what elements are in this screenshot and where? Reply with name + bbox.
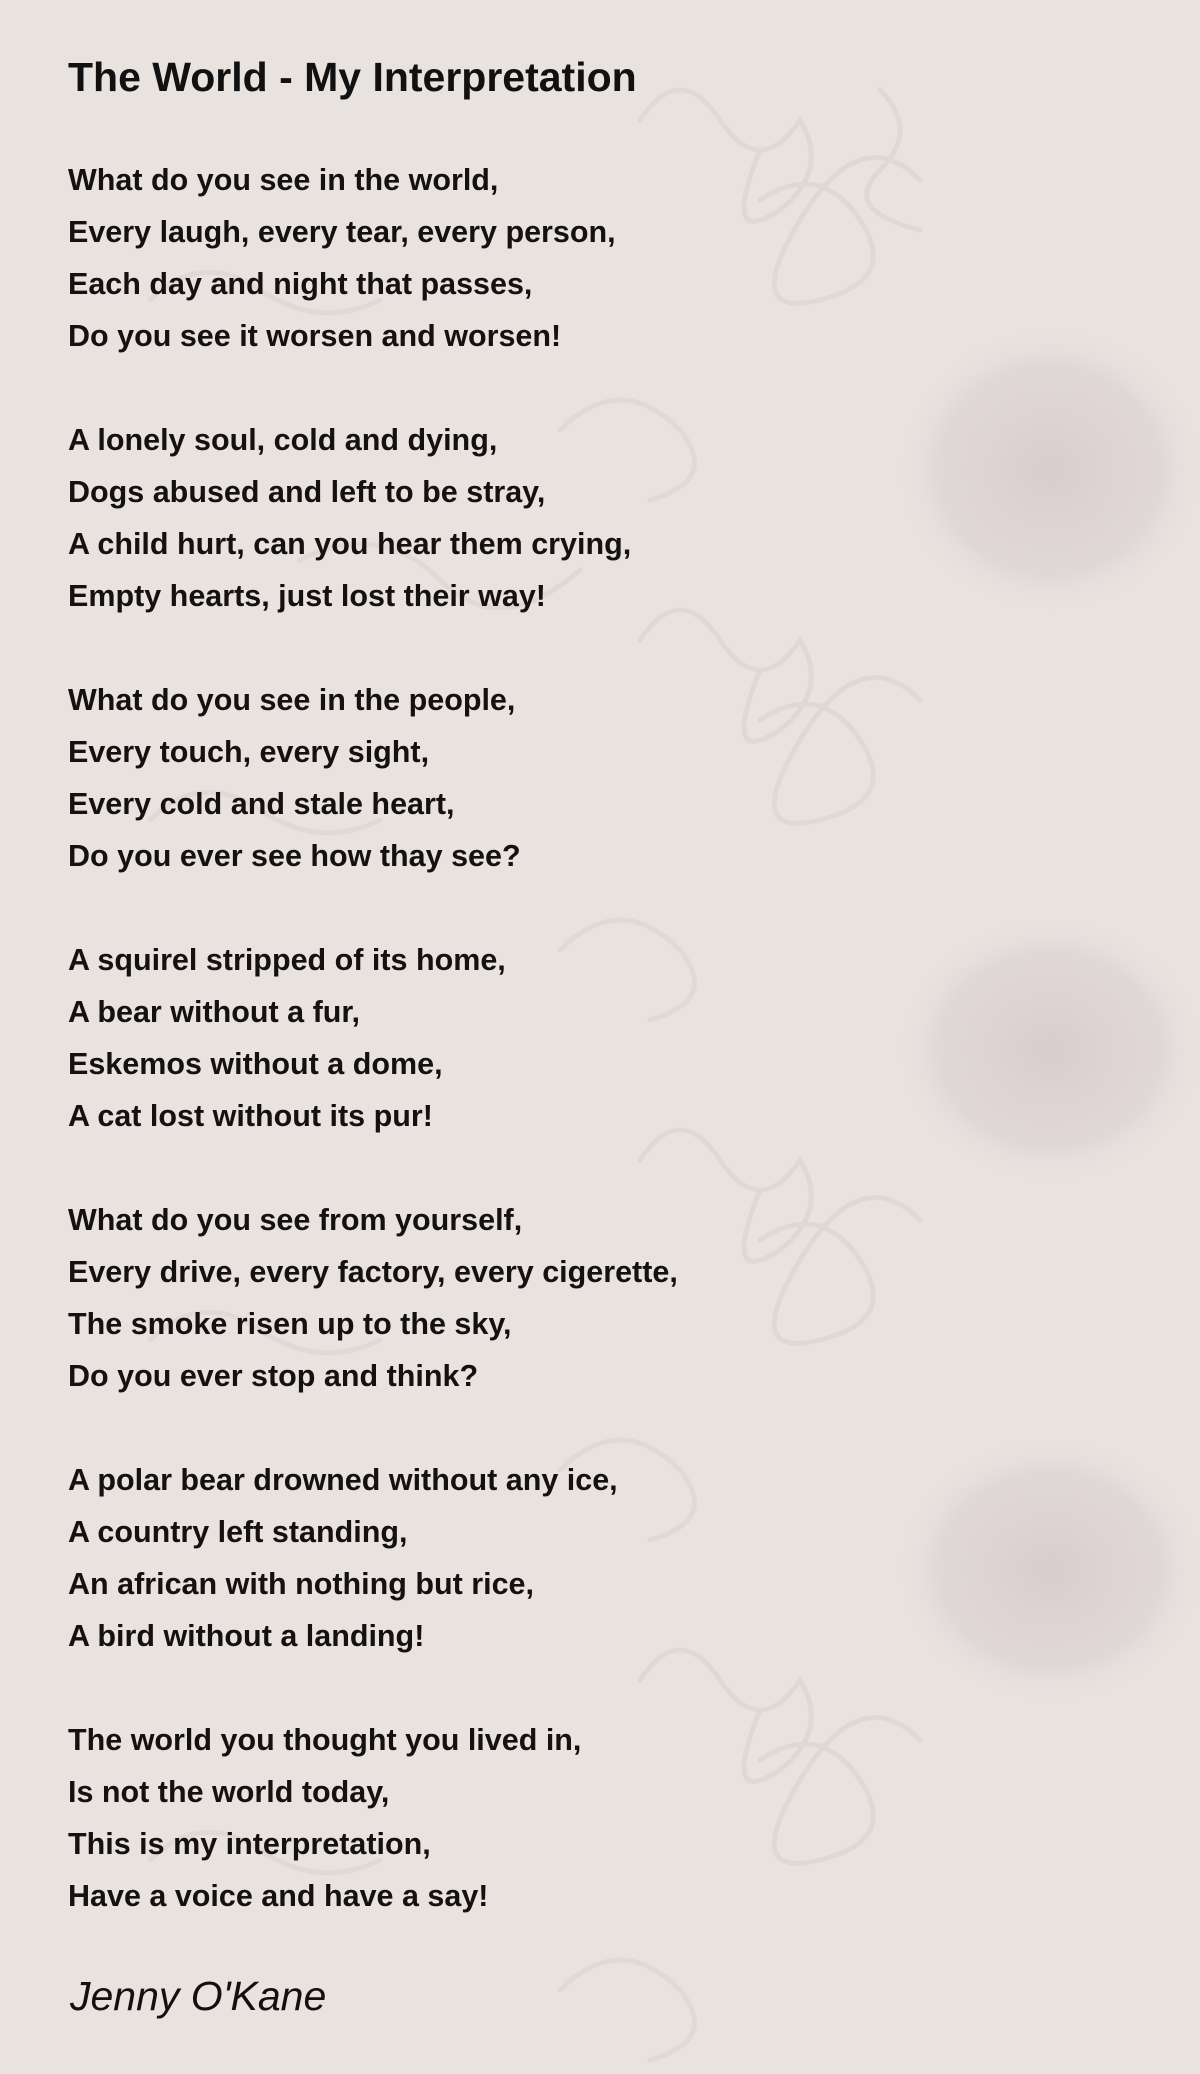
poem-line: Eskemos without a dome, — [68, 1047, 443, 1081]
poem-line: Do you ever stop and think? — [68, 1359, 479, 1393]
poem-line: What do you see from yourself, — [68, 1203, 523, 1237]
poem-title: The World - My Interpretation — [68, 54, 637, 100]
poem-line: Have a voice and have a say! — [68, 1879, 489, 1913]
poem-stanza — [68, 934, 1128, 1142]
poem-line: The world you thought you lived in, — [68, 1723, 582, 1757]
poem-line: A child hurt, can you hear them crying, — [68, 527, 632, 561]
poem-line: Do you see it worsen and worsen! — [68, 319, 562, 353]
poem-line: A bear without a fur, — [68, 995, 361, 1029]
poem-line: A lonely soul, cold and dying, — [68, 423, 498, 457]
poem-stanza — [68, 414, 1128, 622]
poem-line: The smoke risen up to the sky, — [68, 1307, 512, 1341]
poem-stanza — [68, 154, 1128, 362]
poem-line: A country left standing, — [68, 1515, 408, 1549]
poem-line: A polar bear drowned without any ice, — [68, 1463, 618, 1497]
poem-stanzas — [68, 154, 1128, 1922]
poem-line: Every laugh, every tear, every person, — [68, 215, 616, 249]
poem-line: A bird without a landing! — [68, 1619, 425, 1653]
poem-stanza — [68, 1194, 1128, 1402]
poem-line: A squirel stripped of its home, — [68, 943, 506, 977]
poem-line: A cat lost without its pur! — [68, 1099, 433, 1133]
poem-body — [68, 50, 1128, 1922]
poem-line: Every drive, every factory, every cigerette, — [68, 1255, 678, 1289]
poem-line: Is not the world today, — [68, 1775, 390, 1809]
poem-line: What do you see in the people, — [68, 683, 516, 717]
poem-line: Every cold and stale heart, — [68, 787, 455, 821]
poem-author: Jenny O'Kane — [70, 1973, 327, 2019]
poem-line: An african with nothing but rice, — [68, 1567, 534, 1601]
poem-stanza — [68, 674, 1128, 882]
poem-line: Each day and night that passes, — [68, 267, 533, 301]
poem-line: What do you see in the world, — [68, 163, 499, 197]
poem-stanza — [68, 1454, 1128, 1662]
poem-line: This is my interpretation, — [68, 1827, 431, 1861]
poem-line: Do you ever see how thay see? — [68, 839, 521, 873]
poem-line: Empty hearts, just lost their way! — [68, 579, 546, 613]
poem-stanza — [68, 1714, 1128, 1922]
poem-line: Dogs abused and left to be stray, — [68, 475, 546, 509]
poem-line: Every touch, every sight, — [68, 735, 430, 769]
